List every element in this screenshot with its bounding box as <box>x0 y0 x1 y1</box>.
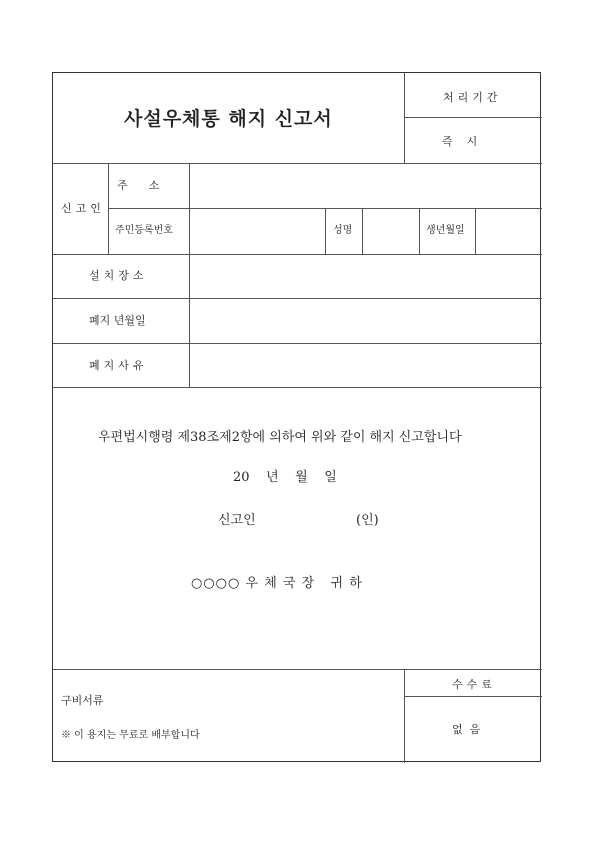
divider-statement-bottom <box>53 669 542 670</box>
divider-name-value-end <box>419 208 420 254</box>
divider-reason-bottom <box>53 387 542 388</box>
fee-value: 없 음 <box>452 723 481 736</box>
free-distribution-note: ※ 이 용지는 무료로 배부합니다 <box>61 730 200 741</box>
install-location-field[interactable] <box>190 255 541 298</box>
cancel-reason-label: 폐지사유 <box>89 359 148 372</box>
cancel-date-field[interactable] <box>190 299 541 343</box>
required-documents-label: 구비서류 <box>61 694 104 707</box>
processing-period-label: 처리기간 <box>443 91 502 104</box>
divider-resident-no-end <box>325 208 326 254</box>
recipient-line: ○○○○ 우 체 국 장 귀 하 <box>191 576 363 591</box>
processing-period-value: 즉 시 <box>442 135 478 148</box>
form-title: 사설우체통 해지 신고서 <box>124 108 333 130</box>
divider-fee-mid <box>404 696 542 697</box>
resident-no-label: 주민등록번호 <box>115 225 173 236</box>
birth-date-label: 생년월일 <box>426 225 465 236</box>
resident-no-field[interactable] <box>190 209 325 254</box>
birth-date-field[interactable] <box>476 209 541 254</box>
signature-label: 신고인 <box>218 513 256 528</box>
seal-mark: (인) <box>356 513 379 528</box>
divider-applicant-group <box>108 163 109 254</box>
divider-header-col <box>404 73 405 163</box>
name-label: 성명 <box>333 225 353 236</box>
date-line: 20 년 월 일 <box>233 470 337 485</box>
address-label: 주 소 <box>117 179 160 192</box>
divider-processing-mid <box>404 117 542 118</box>
install-location-label: 설치장소 <box>89 269 148 282</box>
cancel-date-label: 폐지 년월일 <box>89 314 146 327</box>
declaration-statement: 우편법시행령 제38조제2항에 의하여 위와 같이 해지 신고합니다 <box>98 430 462 445</box>
address-field[interactable] <box>190 164 541 208</box>
divider-fee-col <box>404 669 405 763</box>
cancel-reason-field[interactable] <box>190 344 541 387</box>
name-field[interactable] <box>363 209 419 254</box>
report-form <box>52 72 541 762</box>
applicant-group-label: 신고인 <box>61 202 105 215</box>
fee-label: 수수료 <box>452 678 496 691</box>
